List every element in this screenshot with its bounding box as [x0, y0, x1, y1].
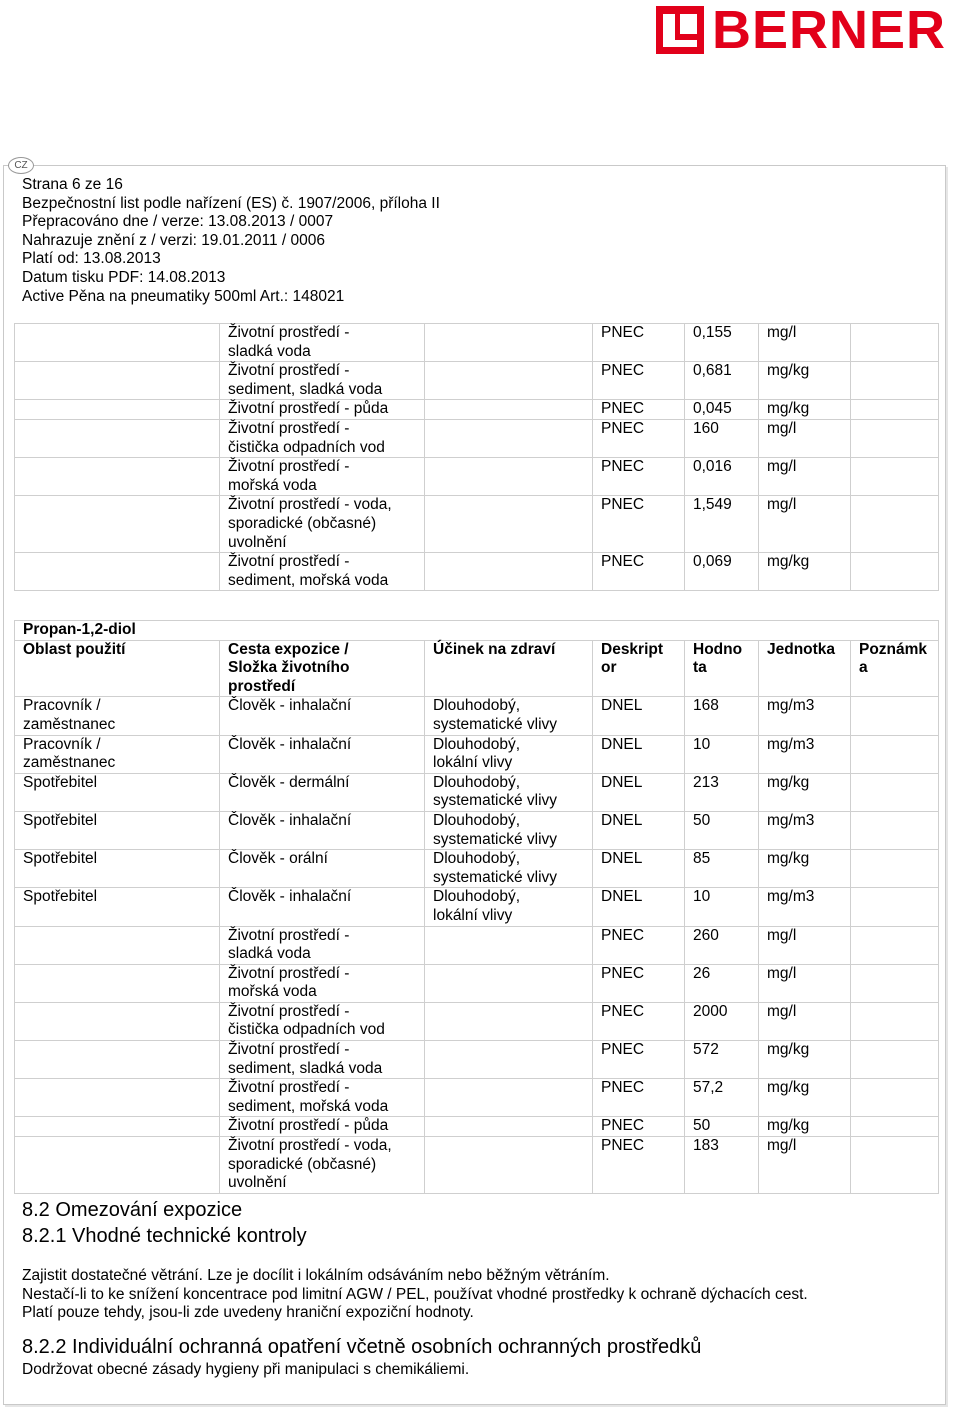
- cell-route: Člověk - dermální: [220, 773, 425, 811]
- header-line: Platí od: 13.08.2013: [22, 250, 161, 268]
- cell-value: 0,069: [685, 553, 759, 591]
- cell-descriptor: PNEC: [593, 400, 685, 420]
- cell-value: 50: [685, 1117, 759, 1137]
- table-row: [15, 1137, 939, 1194]
- cell-value: 183: [685, 1137, 759, 1194]
- cell-unit: mg/kg: [759, 773, 851, 811]
- cell-value: 10: [685, 888, 759, 926]
- cell-unit: mg/l: [759, 1137, 851, 1194]
- header-line: Nahrazuje znění z / verzi: 19.01.2011 / 0006: [22, 231, 326, 249]
- cell-note: [851, 1137, 939, 1194]
- cell-note: [851, 1002, 939, 1040]
- cell-note: [851, 419, 939, 457]
- cell-unit: mg/l: [759, 926, 851, 964]
- cell-area: [15, 926, 220, 964]
- header-line: Active Pěna na pneumatiky 500ml Art.: 148021: [22, 287, 345, 305]
- berner-logo-mark-icon: [656, 6, 704, 54]
- section-8-2-2-text: Dodržovat obecné zásady hygieny při manipulaci s chemikáliemi.: [22, 1361, 470, 1378]
- cell-effect: [425, 1041, 593, 1079]
- cell-area: [15, 496, 220, 553]
- cell-area: Spotřebitel: [15, 811, 220, 849]
- header-descriptor: Deskript or: [593, 640, 685, 697]
- cell-area: Spotřebitel: [15, 888, 220, 926]
- cell-value: 0,045: [685, 400, 759, 420]
- cell-note: [851, 697, 939, 735]
- cell-descriptor: PNEC: [593, 926, 685, 964]
- cell-route: Životní prostředí - voda, sporadické (občasné) uvolnění: [220, 496, 425, 553]
- cell-effect: [425, 1117, 593, 1137]
- cell-area: Spotřebitel: [15, 773, 220, 811]
- cell-route: Životní prostředí - voda, sporadické (občasné) uvolnění: [220, 1137, 425, 1194]
- cell-descriptor: PNEC: [593, 419, 685, 457]
- cell-unit: mg/l: [759, 419, 851, 457]
- propanediol-table: [14, 620, 939, 1194]
- cell-route: Životní prostředí - sediment, mořská voda: [220, 553, 425, 591]
- table-row: [15, 324, 939, 362]
- cell-descriptor: PNEC: [593, 362, 685, 400]
- section-8-2: [22, 1197, 307, 1249]
- cell-value: 168: [685, 697, 759, 735]
- cell-area: [15, 1002, 220, 1040]
- header-line: Strana 6 ze 16: [22, 176, 123, 193]
- table-row: [15, 496, 939, 553]
- table-row: [15, 419, 939, 457]
- section-subtitle: 8.2.1 Vhodné technické kontroly: [22, 1225, 307, 1247]
- cell-area: [15, 553, 220, 591]
- cell-unit: mg/kg: [759, 1117, 851, 1137]
- cell-effect: [425, 926, 593, 964]
- header-line: Přepracováno dne / verze: 13.08.2013 / 0007: [22, 213, 334, 231]
- cell-note: [851, 811, 939, 849]
- cell-route: Člověk - orální: [220, 850, 425, 888]
- cell-effect: [425, 553, 593, 591]
- cell-effect: Dlouhodobý, systematické vlivy: [425, 850, 593, 888]
- cell-descriptor: DNEL: [593, 697, 685, 735]
- cell-area: [15, 362, 220, 400]
- cell-unit: mg/kg: [759, 850, 851, 888]
- cell-descriptor: PNEC: [593, 1117, 685, 1137]
- cell-route: Životní prostředí - sladká voda: [220, 926, 425, 964]
- table-row: [15, 735, 939, 773]
- cell-route: Životní prostředí - čistička odpadních vod: [220, 1002, 425, 1040]
- cell-value: 85: [685, 850, 759, 888]
- cell-area: [15, 458, 220, 496]
- substance-row: [15, 621, 939, 641]
- cell-route: Člověk - inhalační: [220, 888, 425, 926]
- table-row: [15, 850, 939, 888]
- cell-area: [15, 400, 220, 420]
- cell-value: 50: [685, 811, 759, 849]
- cell-note: [851, 496, 939, 553]
- cell-unit: mg/l: [759, 496, 851, 553]
- header-note: Poznámk a: [851, 640, 939, 697]
- cell-note: [851, 888, 939, 926]
- berner-logo-text: BERNER: [712, 0, 947, 60]
- cell-unit: mg/m3: [759, 735, 851, 773]
- section-8-2-2-title: 8.2.2 Individuální ochranná opatření včetně osobních ochranných prostředků: [22, 1336, 702, 1358]
- cell-value: 0,155: [685, 324, 759, 362]
- cell-unit: mg/kg: [759, 1079, 851, 1117]
- cell-unit: mg/l: [759, 1002, 851, 1040]
- cell-unit: mg/l: [759, 964, 851, 1002]
- cell-note: [851, 400, 939, 420]
- note-line: Platí pouze tehdy, jsou-li zde uvedeny hraniční expoziční hodnoty.: [22, 1304, 474, 1322]
- table-header-row: [15, 640, 939, 697]
- cell-route: Životní prostředí - čistička odpadních vod: [220, 419, 425, 457]
- cell-descriptor: PNEC: [593, 324, 685, 362]
- header-line: Bezpečnostní list podle nařízení (ES) č. 1907/2006, příloha II: [22, 194, 440, 212]
- cell-area: [15, 419, 220, 457]
- cell-value: 2000: [685, 1002, 759, 1040]
- cell-descriptor: PNEC: [593, 553, 685, 591]
- header-effect: Účinek na zdraví: [425, 640, 593, 697]
- cell-note: [851, 773, 939, 811]
- cell-route: Životní prostředí - mořská voda: [220, 458, 425, 496]
- table-row: [15, 400, 939, 420]
- substance-name: Propan-1,2-diol: [15, 621, 939, 641]
- table-row: [15, 888, 939, 926]
- cell-value: 572: [685, 1041, 759, 1079]
- cell-area: [15, 964, 220, 1002]
- cell-route: Člověk - inhalační: [220, 811, 425, 849]
- cell-descriptor: PNEC: [593, 964, 685, 1002]
- cell-descriptor: DNEL: [593, 850, 685, 888]
- cell-effect: [425, 1079, 593, 1117]
- berner-logo: [656, 0, 947, 60]
- cell-descriptor: PNEC: [593, 1137, 685, 1194]
- cell-value: 10: [685, 735, 759, 773]
- cell-effect: [425, 400, 593, 420]
- cell-note: [851, 850, 939, 888]
- cell-route: Člověk - inhalační: [220, 697, 425, 735]
- header-value: Hodno ta: [685, 640, 759, 697]
- cell-note: [851, 1041, 939, 1079]
- cell-value: 260: [685, 926, 759, 964]
- cell-route: Životní prostředí - sediment, sladká voda: [220, 362, 425, 400]
- cell-area: Pracovník / zaměstnanec: [15, 735, 220, 773]
- cell-note: [851, 324, 939, 362]
- header-line: Datum tisku PDF: 14.08.2013: [22, 268, 226, 286]
- cell-value: 1,549: [685, 496, 759, 553]
- note-line: Nestačí-li to ke snížení koncentrace pod limitní AGW / PEL, používat vhodné prostředky k ochraně dýchacích cest.: [22, 1285, 808, 1303]
- table-row: [15, 1002, 939, 1040]
- cell-unit: mg/kg: [759, 553, 851, 591]
- cell-effect: [425, 496, 593, 553]
- cell-note: [851, 926, 939, 964]
- cell-descriptor: PNEC: [593, 496, 685, 553]
- cell-descriptor: PNEC: [593, 1002, 685, 1040]
- cell-route: Životní prostředí - sladká voda: [220, 324, 425, 362]
- cell-effect: [425, 1002, 593, 1040]
- cell-value: 26: [685, 964, 759, 1002]
- table-row: [15, 1117, 939, 1137]
- cell-descriptor: DNEL: [593, 773, 685, 811]
- cell-route: Životní prostředí - sediment, mořská voda: [220, 1079, 425, 1117]
- cell-descriptor: PNEC: [593, 458, 685, 496]
- note-line: Zajistit dostatečné větrání. Lze je docílit i lokálním odsáváním nebo běžným větráním.: [22, 1267, 610, 1284]
- country-badge: CZ: [8, 157, 34, 174]
- cell-area: [15, 324, 220, 362]
- table-row: [15, 553, 939, 591]
- cell-effect: [425, 419, 593, 457]
- table-row: [15, 1079, 939, 1117]
- cell-value: 57,2: [685, 1079, 759, 1117]
- cell-note: [851, 553, 939, 591]
- pnec-table-continued: [14, 323, 939, 591]
- header-route: Cesta expozice / Složka životního prostředí: [220, 640, 425, 697]
- cell-route: Životní prostředí - půda: [220, 400, 425, 420]
- cell-descriptor: PNEC: [593, 1041, 685, 1079]
- cell-value: 160: [685, 419, 759, 457]
- cell-effect: Dlouhodobý, lokální vlivy: [425, 735, 593, 773]
- cell-note: [851, 735, 939, 773]
- section-title: 8.2 Omezování expozice: [22, 1199, 243, 1221]
- table-row: [15, 773, 939, 811]
- table-row: [15, 926, 939, 964]
- cell-route: Životní prostředí - sediment, sladká voda: [220, 1041, 425, 1079]
- cell-route: Životní prostředí - půda: [220, 1117, 425, 1137]
- cell-area: [15, 1137, 220, 1194]
- cell-note: [851, 1117, 939, 1137]
- cell-area: [15, 1117, 220, 1137]
- section-notes: [22, 1267, 808, 1323]
- cell-effect: Dlouhodobý, lokální vlivy: [425, 888, 593, 926]
- cell-value: 213: [685, 773, 759, 811]
- cell-descriptor: DNEL: [593, 888, 685, 926]
- cell-unit: mg/m3: [759, 811, 851, 849]
- header-area: Oblast použití: [15, 640, 220, 697]
- cell-unit: mg/kg: [759, 1041, 851, 1079]
- header-unit: Jednotka: [759, 640, 851, 697]
- cell-unit: mg/kg: [759, 400, 851, 420]
- table-row: [15, 811, 939, 849]
- cell-value: 0,681: [685, 362, 759, 400]
- cell-unit: mg/kg: [759, 362, 851, 400]
- cell-area: [15, 1041, 220, 1079]
- cell-route: Člověk - inhalační: [220, 735, 425, 773]
- cell-effect: Dlouhodobý, systematické vlivy: [425, 811, 593, 849]
- table-row: [15, 458, 939, 496]
- cell-note: [851, 362, 939, 400]
- cell-unit: mg/m3: [759, 697, 851, 735]
- cell-effect: [425, 458, 593, 496]
- table-row: [15, 697, 939, 735]
- cell-effect: Dlouhodobý, systematické vlivy: [425, 697, 593, 735]
- cell-area: Spotřebitel: [15, 850, 220, 888]
- cell-note: [851, 1079, 939, 1117]
- table-row: [15, 964, 939, 1002]
- cell-effect: Dlouhodobý, systematické vlivy: [425, 773, 593, 811]
- table-row: [15, 1041, 939, 1079]
- cell-unit: mg/l: [759, 324, 851, 362]
- cell-effect: [425, 324, 593, 362]
- cell-area: [15, 1079, 220, 1117]
- cell-unit: mg/m3: [759, 888, 851, 926]
- cell-descriptor: DNEL: [593, 735, 685, 773]
- cell-route: Životní prostředí - mořská voda: [220, 964, 425, 1002]
- cell-area: Pracovník / zaměstnanec: [15, 697, 220, 735]
- document-header: [22, 176, 440, 306]
- table-row: [15, 362, 939, 400]
- cell-note: [851, 458, 939, 496]
- cell-descriptor: PNEC: [593, 1079, 685, 1117]
- cell-value: 0,016: [685, 458, 759, 496]
- cell-effect: [425, 362, 593, 400]
- cell-unit: mg/l: [759, 458, 851, 496]
- cell-effect: [425, 964, 593, 1002]
- cell-effect: [425, 1137, 593, 1194]
- cell-note: [851, 964, 939, 1002]
- cell-descriptor: DNEL: [593, 811, 685, 849]
